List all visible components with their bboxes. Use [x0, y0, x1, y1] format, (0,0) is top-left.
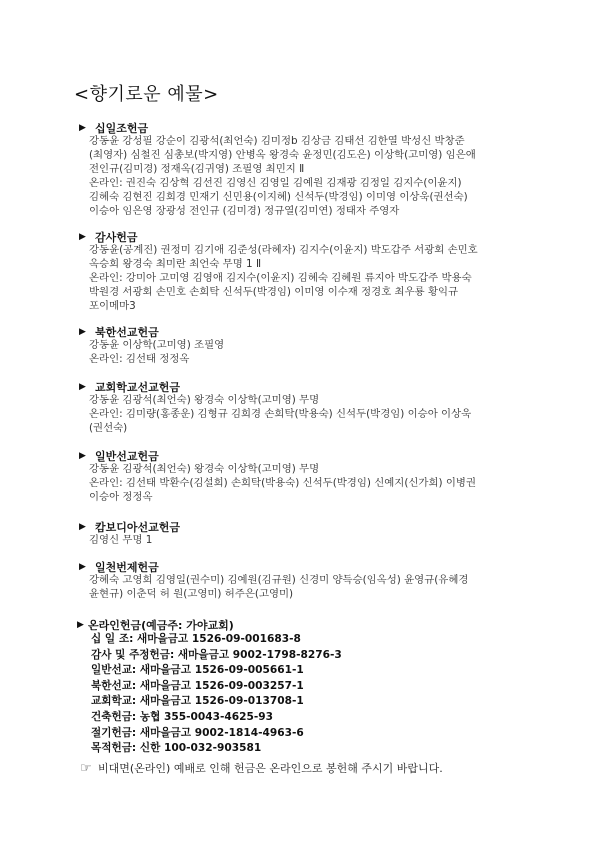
donor-line: 포이메마3 — [89, 299, 136, 312]
triangle-right-icon: ▶ — [79, 326, 86, 337]
notice-text: 비대면(온라인) 예배로 인해 헌금은 온라인으로 봉헌해 주시기 바랍니다. — [98, 762, 443, 775]
triangle-right-icon: ▶ — [79, 450, 86, 461]
donor-line: 강혜숙 고영희 김영일(권수미) 김예원(김규원) 신경미 양득승(임옥성) 윤영규(유혜경 — [89, 574, 469, 586]
section-header — [79, 229, 539, 244]
section-north-korea-mission — [79, 324, 539, 367]
account-row: 절기헌금: 새마을금고 9002-1814-4963-6 — [91, 726, 304, 739]
section-church-school-mission — [79, 379, 539, 436]
triangle-right-icon: ▶ — [79, 231, 86, 242]
donor-line: 박원경 서광회 손민호 손희탁 신석두(박경임) 이미영 이수재 정경호 최우룡 황익규 — [89, 285, 459, 298]
section-title: 감사헌금 — [95, 230, 138, 244]
section-cambodia-mission — [79, 519, 539, 548]
account-row: 북한선교: 새마을금고 1526-09-003257-1 — [91, 679, 304, 692]
donor-line: 옥승희 왕경숙 최미란 최언숙 무명 1 Ⅱ — [89, 257, 262, 270]
section-title: 십일조헌금 — [95, 121, 149, 135]
donor-line: 김혜숙 김현진 김희경 민재기 신민용(이지혜) 신석두(박경임) 이미영 이상욱(권선숙) — [89, 190, 468, 203]
online-offering-title: 온라인헌금(예금주: 가야교회) — [88, 619, 234, 632]
donor-line: 온라인: 김선태 정정옥 — [89, 352, 190, 365]
triangle-right-icon: ▶ — [79, 561, 86, 572]
section-thanksgiving — [79, 229, 539, 314]
account-row: 교회학교: 새마을금고 1526-09-013708-1 — [91, 695, 304, 708]
section-general-mission — [79, 448, 539, 505]
account-row: 건축헌금: 농협 355-0043-4625-93 — [91, 710, 274, 723]
donor-line: (권선숙) — [89, 421, 128, 434]
section-title: 교회학교선교헌금 — [95, 380, 181, 394]
section-header — [79, 120, 539, 135]
donor-line: 김영신 무명 1 — [89, 534, 153, 546]
page-title: <향기로운 예물> — [74, 84, 219, 105]
section-thousand-offering — [79, 559, 539, 602]
section-header — [79, 519, 539, 534]
donor-line: 전인규(김미경) 정재옥(김귀영) 조필영 최민지 Ⅱ — [89, 162, 305, 175]
online-offering-header — [77, 617, 234, 633]
donor-line: 강동윤 이상학(고미영) 조필영 — [89, 339, 225, 351]
notice — [80, 760, 443, 776]
triangle-right-icon: ▶ — [77, 620, 84, 630]
donor-line: 온라인: 권진숙 김상혁 김선진 김영신 김영일 김예원 김재광 김정일 김지수(이윤지) — [89, 176, 462, 189]
section-header — [79, 379, 539, 394]
account-row: 목적헌금: 신한 100-032-903581 — [91, 742, 262, 755]
section-title: 일반선교헌금 — [95, 449, 159, 463]
account-row: 십 일 조: 새마을금고 1526-09-001683-8 — [91, 633, 301, 645]
section-title: 캄보디아선교헌금 — [95, 520, 181, 534]
donor-line: 온라인: 김미량(홍종운) 김형규 김희경 손희탁(박용숙) 신석두(박경임) 이승아 이상욱 — [89, 407, 472, 420]
donor-line: (최영자) 심철진 심총보(박지영) 안병옥 왕경숙 윤정민(김도은) 이상학(고미영) 임은애 — [89, 148, 476, 161]
donor-line: 강동윤 강성필 강순이 김광석(최언숙) 김미정b 김상금 김태선 김한열 박성신 박창준 — [89, 135, 465, 147]
account-list — [91, 632, 342, 757]
triangle-right-icon: ▶ — [79, 521, 86, 532]
triangle-right-icon: ▶ — [79, 122, 86, 133]
donor-line: 강동윤 김광석(최언숙) 왕경숙 이상학(고미영) 무명 — [89, 394, 320, 406]
triangle-right-icon: ▶ — [79, 381, 86, 392]
donor-line: 윤현규) 이춘덕 허 원(고영미) 허주은(고영미) — [89, 587, 294, 600]
section-header — [79, 324, 539, 339]
section-header — [79, 448, 539, 463]
section-title: 일천번제헌금 — [95, 560, 159, 574]
account-row: 감사 및 주정헌금: 새마을금고 9002-1798-8276-3 — [91, 648, 342, 661]
donor-line: 온라인: 김선태 박환수(김설희) 손희탁(박용숙) 신석두(박경임) 신예지(신가희) 이병권 — [89, 476, 476, 489]
donor-line: 이승아 임은영 장광성 전인규 (김미경) 정규열(김미연) 정태자 주영자 — [89, 204, 400, 217]
donor-line: 이승아 정정옥 — [89, 490, 153, 503]
donor-line: 온라인: 강미아 고미영 김영애 김지수(이윤지) 김혜숙 김혜원 류지아 박도갑주 박용숙 — [89, 271, 472, 284]
donor-line: 강동윤 김광석(최언숙) 왕경숙 이상학(고미영) 무명 — [89, 463, 320, 475]
account-row: 일반선교: 새마을금고 1526-09-005661-1 — [91, 664, 304, 677]
section-title: 북한선교헌금 — [95, 325, 159, 339]
section-header — [79, 559, 539, 574]
section-tithe — [79, 120, 539, 218]
pointing-hand-icon: ☞ — [80, 760, 92, 776]
donor-line: 강동윤(공계진) 권정미 김기애 김준성(라혜자) 김지수(이윤지) 박도갑주 서광회 손민호 — [89, 244, 478, 256]
